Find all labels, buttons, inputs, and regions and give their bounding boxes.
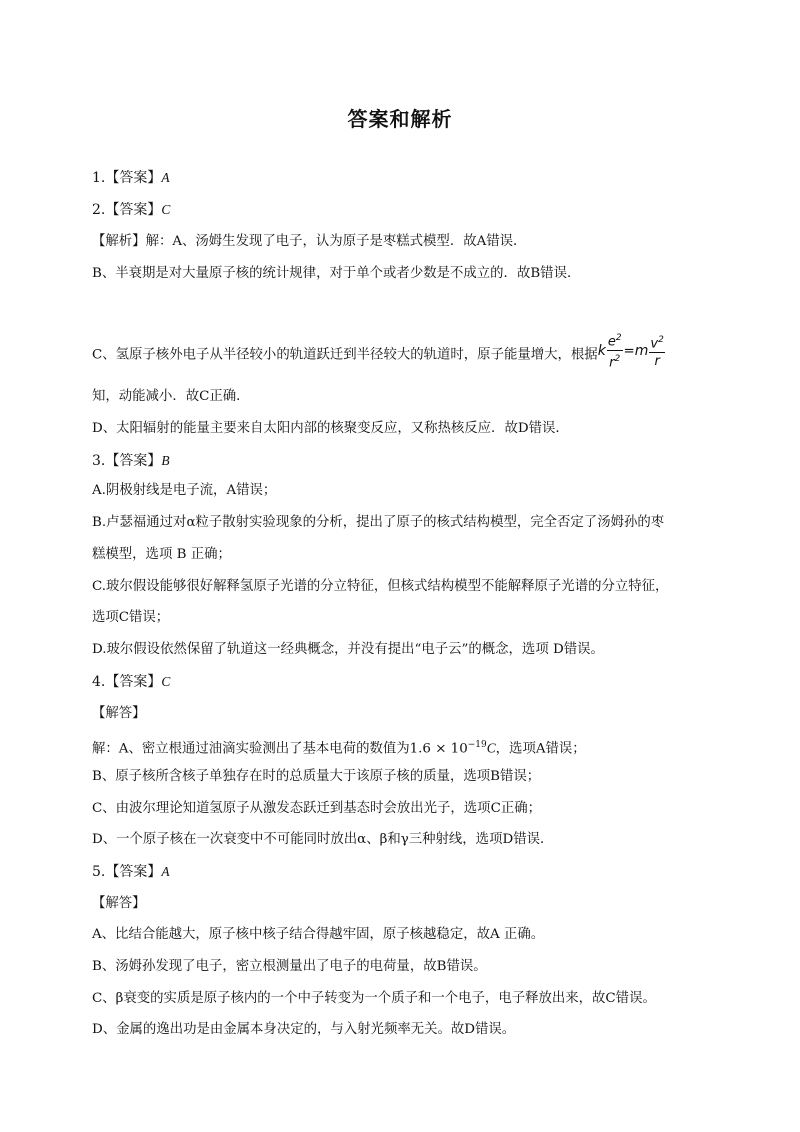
q1-label: 1.【答案】 <box>92 170 162 186</box>
page-title: 答案和解析 <box>347 107 453 131</box>
q2-c-text2: 知，动能减小．故C正确． <box>92 389 250 404</box>
q4-solution-tag: 【解答】 <box>92 706 146 721</box>
q2-b-text: B、半衰期是对大量原子核的统计规律，对于单个或者少数是不成立的．故B错误． <box>92 266 581 281</box>
q3-b-text1: B.卢瑟福通过对α粒子散射实验现象的分析，提出了原子的核式结构模型，完全否定了汤姆孙的枣 <box>92 515 665 530</box>
formula-r-power: 2 <box>614 354 621 365</box>
q5-solution-tag: 【解答】 <box>92 896 146 911</box>
q2-analysis-tag: 【解析】 <box>92 234 146 249</box>
q4-label: 4.【答案】 <box>92 674 162 690</box>
q4-d-text: D、一个原子核在一次衰变中不可能同时放出α、β和γ三种射线，选项D错误． <box>92 832 554 847</box>
formula-r-den: r <box>609 355 615 371</box>
formula-e: e <box>607 334 616 350</box>
charge-exponent: −19 <box>467 740 487 750</box>
q2-c-line <box>92 334 732 376</box>
q1-answer: A <box>161 170 170 185</box>
q3-answer-line <box>92 451 732 472</box>
q3-answer: B <box>161 453 170 468</box>
q4-a-line <box>92 735 732 759</box>
formula-frac-left <box>607 330 623 372</box>
q2-formula <box>598 330 666 372</box>
q5-answer-line <box>92 862 732 883</box>
formula-v: v <box>650 335 659 351</box>
charge-value: 1.6 × 10 <box>409 741 468 757</box>
q2-label: 2.【答案】 <box>92 202 162 218</box>
formula-r: r <box>654 353 660 369</box>
q2-d-text: D、太阳辐射的能量主要来自太阳内部的核聚变反应，又称热核反应．故D错误． <box>92 421 569 436</box>
q3-c-text2: 选项C错误； <box>92 610 170 625</box>
q4-answer: C <box>161 674 171 689</box>
charge-unit: C <box>486 740 496 756</box>
formula-frac-right <box>649 332 664 370</box>
formula-k: k <box>597 342 606 359</box>
formula-m: m <box>634 342 649 359</box>
q5-c-text: C、β衰变的实质是原子核内的一个中子转变为一个质子和一个电子，电子释放出来，故C错误。 <box>92 991 656 1006</box>
q5-a-text: A、比结合能越大，原子核中核子结合得越牢固，原子核越稳定，故A 正确。 <box>92 927 545 942</box>
formula-equals: = <box>623 343 635 359</box>
q4-answer-line <box>92 672 732 693</box>
q3-label: 3.【答案】 <box>92 453 162 469</box>
q3-d-text: D.玻尔假设依然保留了轨道这一经典概念，并没有提出“电子云”的概念，选项 D错误。 <box>92 642 604 657</box>
q2-analysis-a <box>92 232 732 252</box>
q3-b-text2: 糕模型，选项 B 正确； <box>92 547 231 562</box>
q4-a-text-pre: 解：A、密立根通过油滴实验测出了基本电荷的数值为 <box>92 741 410 757</box>
formula-e-power: 2 <box>615 333 622 343</box>
q4-b-text: B、原子核所含核子单独存在时的总质量大于该原子核的质量，选项B错误； <box>92 769 541 784</box>
q1-answer-line <box>92 168 732 189</box>
q3-c-text1: C.玻尔假设能够很好解释氢原子光谱的分立特征，但核式结构模型不能解释原子光谱的分立特征， <box>92 579 669 594</box>
q2-answer: C <box>161 202 171 217</box>
q5-label: 5.【答案】 <box>92 864 162 880</box>
q2-c-text: C、氢原子核外电子从半径较小的轨道跃迁到半径较大的轨道时，原子能量增大，根据 <box>92 347 598 363</box>
formula-v-power: 2 <box>658 334 664 345</box>
q3-a-text: A.阴极射线是电子流，A错误； <box>92 483 277 498</box>
q2-a-text: 解：A、汤姆生发现了电子，认为原子是枣糕式模型．故A错误． <box>145 234 527 249</box>
q4-a-text-post: ，选项A错误； <box>495 741 586 757</box>
q5-d-text: D、金属的逸出功是由金属本身决定的，与入射光频率无关。故D错误。 <box>92 1022 516 1037</box>
q2-answer-line <box>92 200 732 221</box>
q5-answer: A <box>161 864 170 879</box>
q4-c-text: C、由波尔理论知道氢原子从激发态跃迁到基态时会放出光子，选项C正确； <box>92 801 541 816</box>
q5-b-text: B、汤姆孙发现了电子，密立根测量出了电子的电荷量，故B错误。 <box>92 959 487 974</box>
